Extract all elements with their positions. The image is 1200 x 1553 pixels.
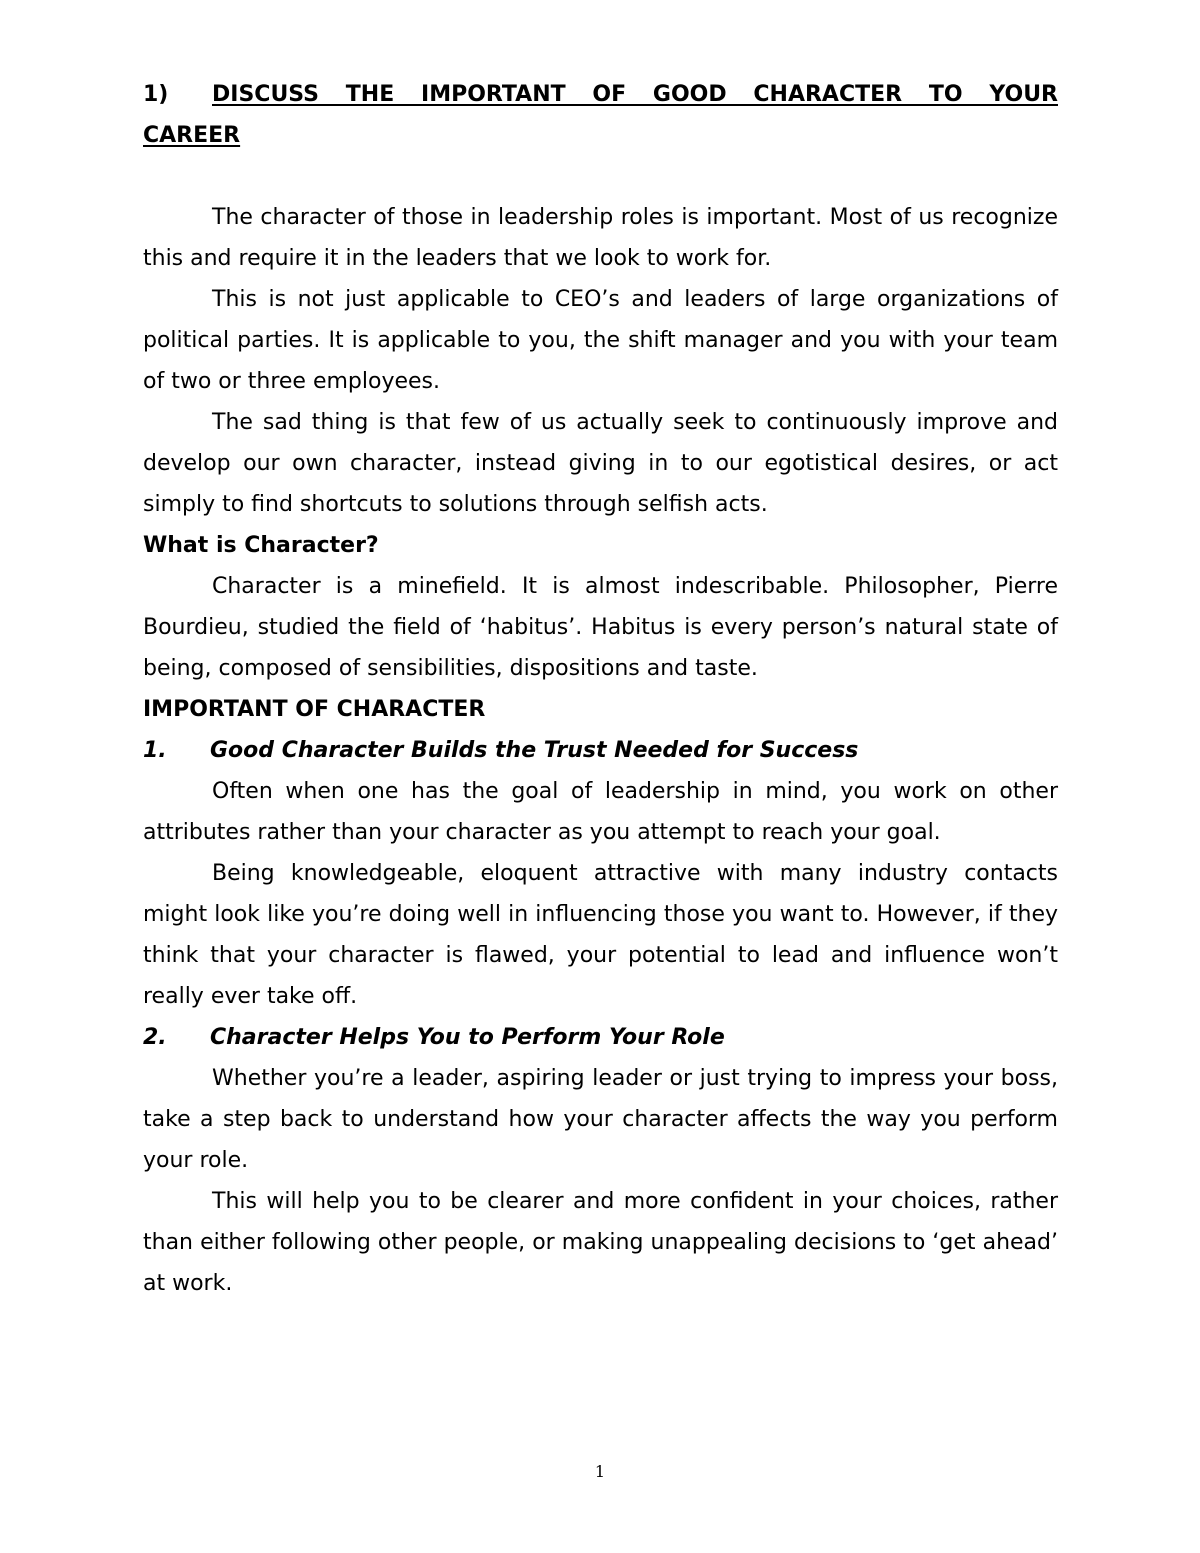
item-2-heading xyxy=(143,1017,1058,1058)
item-1-heading xyxy=(143,730,1058,771)
item-2-paragraph-1: Whether you’re a leader, aspiring leader or just trying to impress your boss, take a step back to understand how your character affects the way you perform your role. xyxy=(143,1066,1058,1173)
what-is-character-heading: What is Character? xyxy=(143,533,379,558)
item-2-title: Character Helps You to Perform Your Role xyxy=(210,1025,725,1050)
intro-paragraph-1: The character of those in leadership roles is important. Most of us recognize this and require it in the leaders that we look to work for. xyxy=(143,205,1058,271)
document-title xyxy=(143,74,1058,156)
item-1-title: Good Character Builds the Trust Needed for Success xyxy=(210,738,859,763)
page-number: 1 xyxy=(594,1462,606,1481)
item-1-paragraph-1: Often when one has the goal of leadership in mind, you work on other attributes rather than your character as you attempt to reach your goal. xyxy=(143,779,1058,845)
title-text: DISCUSS THE IMPORTANT OF GOOD CHARACTER TO YOUR CAREER xyxy=(143,82,1058,148)
document-page xyxy=(143,74,1058,1304)
what-is-character-paragraph: Character is a minefield. It is almost indescribable. Philosopher, Pierre Bourdieu, studied the field of ‘habitus’. Habitus is every person’s natural state of being, composed of sensibilities, dispositions and taste. xyxy=(143,574,1058,681)
item-2-number: 2. xyxy=(143,1025,167,1050)
important-of-character-heading: IMPORTANT OF CHARACTER xyxy=(143,697,486,722)
spacer xyxy=(143,156,1058,197)
intro-paragraph-3: The sad thing is that few of us actually seek to continuously improve and develop our own character, instead giving in to our egotistical desires, or act simply to find shortcuts to solutions through selfish acts. xyxy=(143,410,1058,517)
intro-paragraph-2: This is not just applicable to CEO’s and leaders of large organizations of political parties. It is applicable to you, the shift manager and you with your team of two or three employees. xyxy=(143,287,1058,394)
title-number: 1) xyxy=(143,82,169,107)
item-1-number: 1. xyxy=(143,738,167,763)
item-1-paragraph-2: Being knowledgeable, eloquent attractive with many industry contacts might look like you’re doing well in influencing those you want to. However, if they think that your character is flawed, your potential to lead and influence won’t really ever take off. xyxy=(143,861,1058,1009)
item-2-paragraph-2: This will help you to be clearer and more confident in your choices, rather than either following other people, or making unappealing decisions to ‘get ahead’ at work. xyxy=(143,1189,1058,1296)
